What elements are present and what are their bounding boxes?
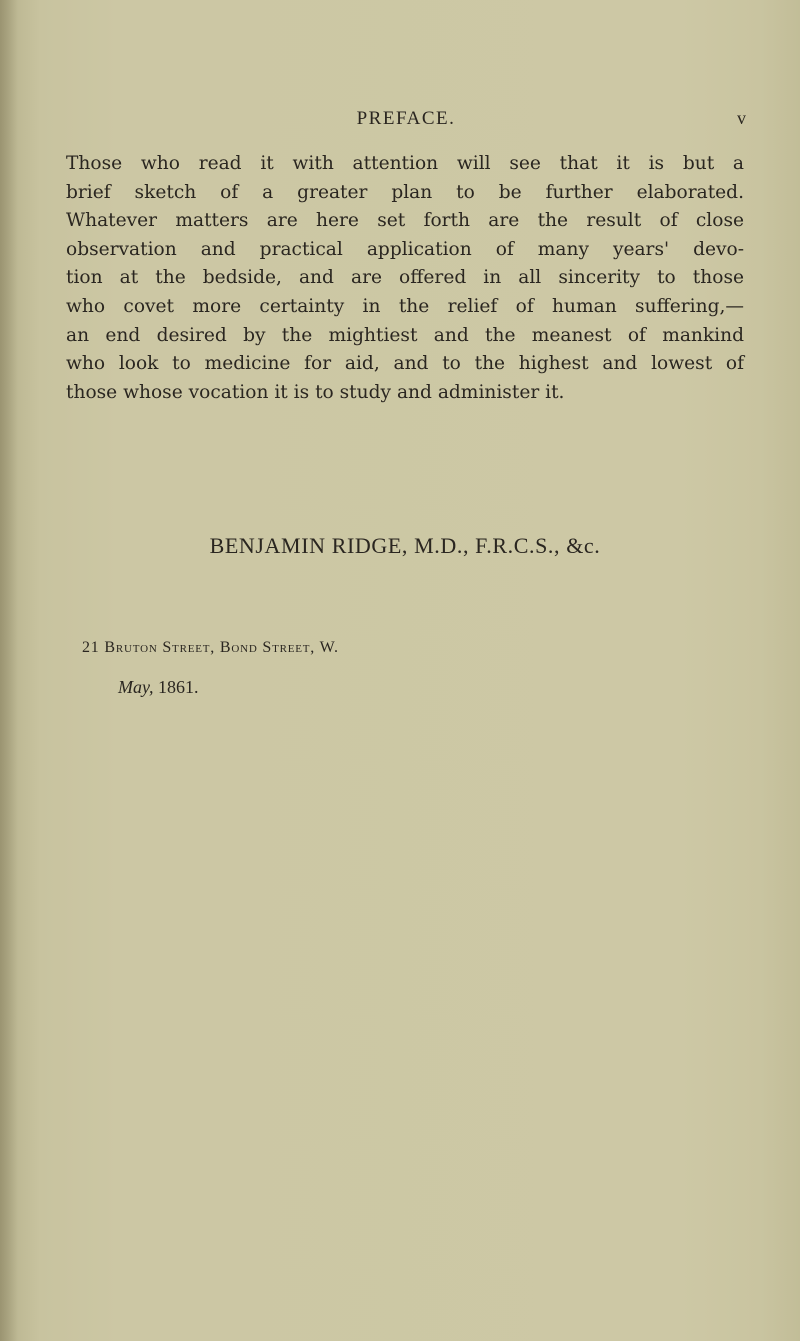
author-signature: BENJAMIN RIDGE, M.D., F.R.C.S., &c.	[209, 533, 601, 558]
binding-shadow	[0, 0, 18, 1341]
page-title: PREFACE.	[356, 108, 456, 129]
page-number: v	[737, 108, 746, 128]
paragraph-line: an end desired by the mightiest and the meanest of mankind	[66, 324, 744, 346]
paragraph-line: who covet more certainty in the relief of human suffering,—	[66, 295, 744, 317]
paragraph-line: who look to medicine for aid, and to the highest and lowest of	[66, 353, 744, 375]
date-month: May,	[118, 677, 154, 697]
address-line: 21 Bruton Street, Bond Street, W.	[82, 639, 339, 656]
date-line	[118, 677, 199, 698]
paragraph-line: brief sketch of a greater plan to be further elaborated.	[66, 181, 744, 203]
paragraph-line: tion at the bedside, and are offered in all sincerity to those	[66, 267, 744, 289]
paragraph-line: Whatever matters are here set forth are the result of close	[66, 210, 744, 232]
preface-paragraph	[66, 150, 744, 407]
paragraph-line: those whose vocation it is to study and administer it.	[66, 381, 565, 403]
date-year: 1861.	[158, 677, 199, 697]
paragraph-line: Those who read it with attention will see that it is but a	[66, 153, 744, 174]
running-head	[66, 108, 746, 132]
paragraph-line: observation and practical application of many years' devo-	[66, 238, 744, 260]
